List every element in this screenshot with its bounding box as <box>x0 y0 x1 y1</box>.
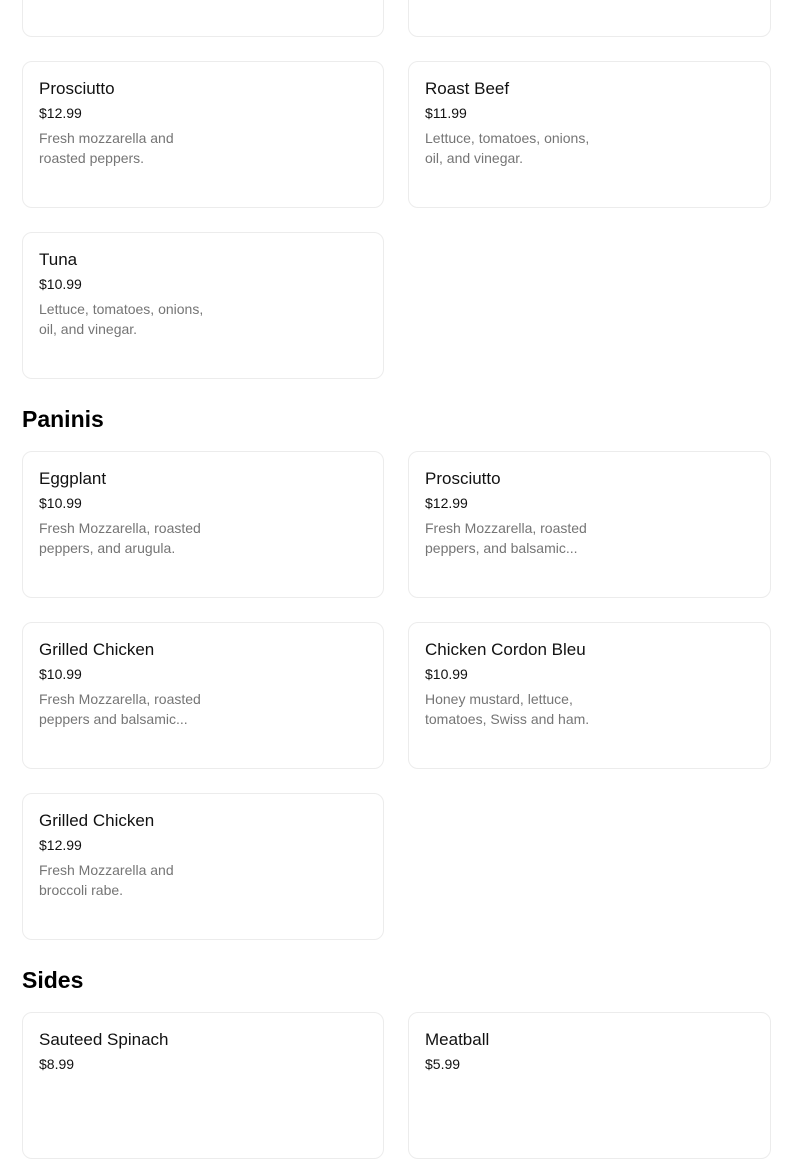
menu-item-name: Chicken Cordon Bleu <box>425 640 586 659</box>
menu-item-card-roast-beef[interactable] <box>408 61 771 208</box>
menu-item-price: $12.99 <box>39 837 82 853</box>
menu-item-name: Roast Beef <box>425 79 510 98</box>
menu-item-price: $11.99 <box>425 105 467 121</box>
menu-item-price: $10.99 <box>39 276 82 292</box>
menu-item-card-tuna[interactable] <box>22 232 384 379</box>
menu-item-price: $8.99 <box>39 1056 75 1072</box>
menu-item-description: Lettuce, tomatoes, onions, oil, and vinegar. <box>39 301 204 337</box>
menu-item-price: $10.99 <box>39 666 82 682</box>
menu-item-description: Fresh Mozzarella, roasted peppers, and balsamic... <box>425 520 587 556</box>
menu-item-description: Fresh Mozzarella, roasted peppers, and arugula. <box>39 520 201 556</box>
menu-item-card[interactable] <box>22 0 384 37</box>
menu-item-card-chicken-cordon-bleu[interactable] <box>408 622 771 769</box>
menu-item-card-eggplant[interactable] <box>22 451 384 598</box>
menu-item-card-grilled-chicken-broccoli[interactable] <box>22 793 384 940</box>
menu-item-card-meatball[interactable] <box>408 1012 771 1159</box>
menu-item-name: Prosciutto <box>425 469 501 488</box>
menu-item-name: Grilled Chicken <box>39 640 155 659</box>
menu-item-card[interactable] <box>408 0 771 37</box>
menu-item-card-prosciutto-panini[interactable] <box>408 451 771 598</box>
menu-item-description: Fresh Mozzarella, roasted peppers and balsamic... <box>39 691 201 727</box>
menu-item-price: $12.99 <box>39 105 82 121</box>
menu-item-price: $12.99 <box>425 495 468 511</box>
section-title-paninis: Paninis <box>22 406 104 432</box>
menu-item-name: Prosciutto <box>39 79 115 98</box>
menu-item-description: Honey mustard, lettuce, tomatoes, Swiss and ham. <box>425 691 590 727</box>
menu-item-description: Fresh mozzarella and roasted peppers. <box>39 130 174 166</box>
menu-item-description: Fresh Mozzarella and broccoli rabe. <box>39 862 174 898</box>
menu-item-name: Tuna <box>39 250 78 269</box>
menu-item-price: $10.99 <box>425 666 468 682</box>
menu-item-card-prosciutto[interactable] <box>22 61 384 208</box>
section-title-sides: Sides <box>22 967 84 993</box>
menu-item-price: $10.99 <box>39 495 82 511</box>
menu-item-name: Grilled Chicken <box>39 811 155 830</box>
menu-item-card-grilled-chicken[interactable] <box>22 622 384 769</box>
menu-item-name: Sauteed Spinach <box>39 1030 169 1049</box>
menu-item-name: Eggplant <box>39 469 107 488</box>
menu-item-card-sauteed-spinach[interactable] <box>22 1012 384 1159</box>
menu-item-price: $5.99 <box>425 1056 461 1072</box>
menu-item-description: Lettuce, tomatoes, onions, oil, and vinegar. <box>425 130 590 166</box>
menu-item-name: Meatball <box>425 1030 490 1049</box>
